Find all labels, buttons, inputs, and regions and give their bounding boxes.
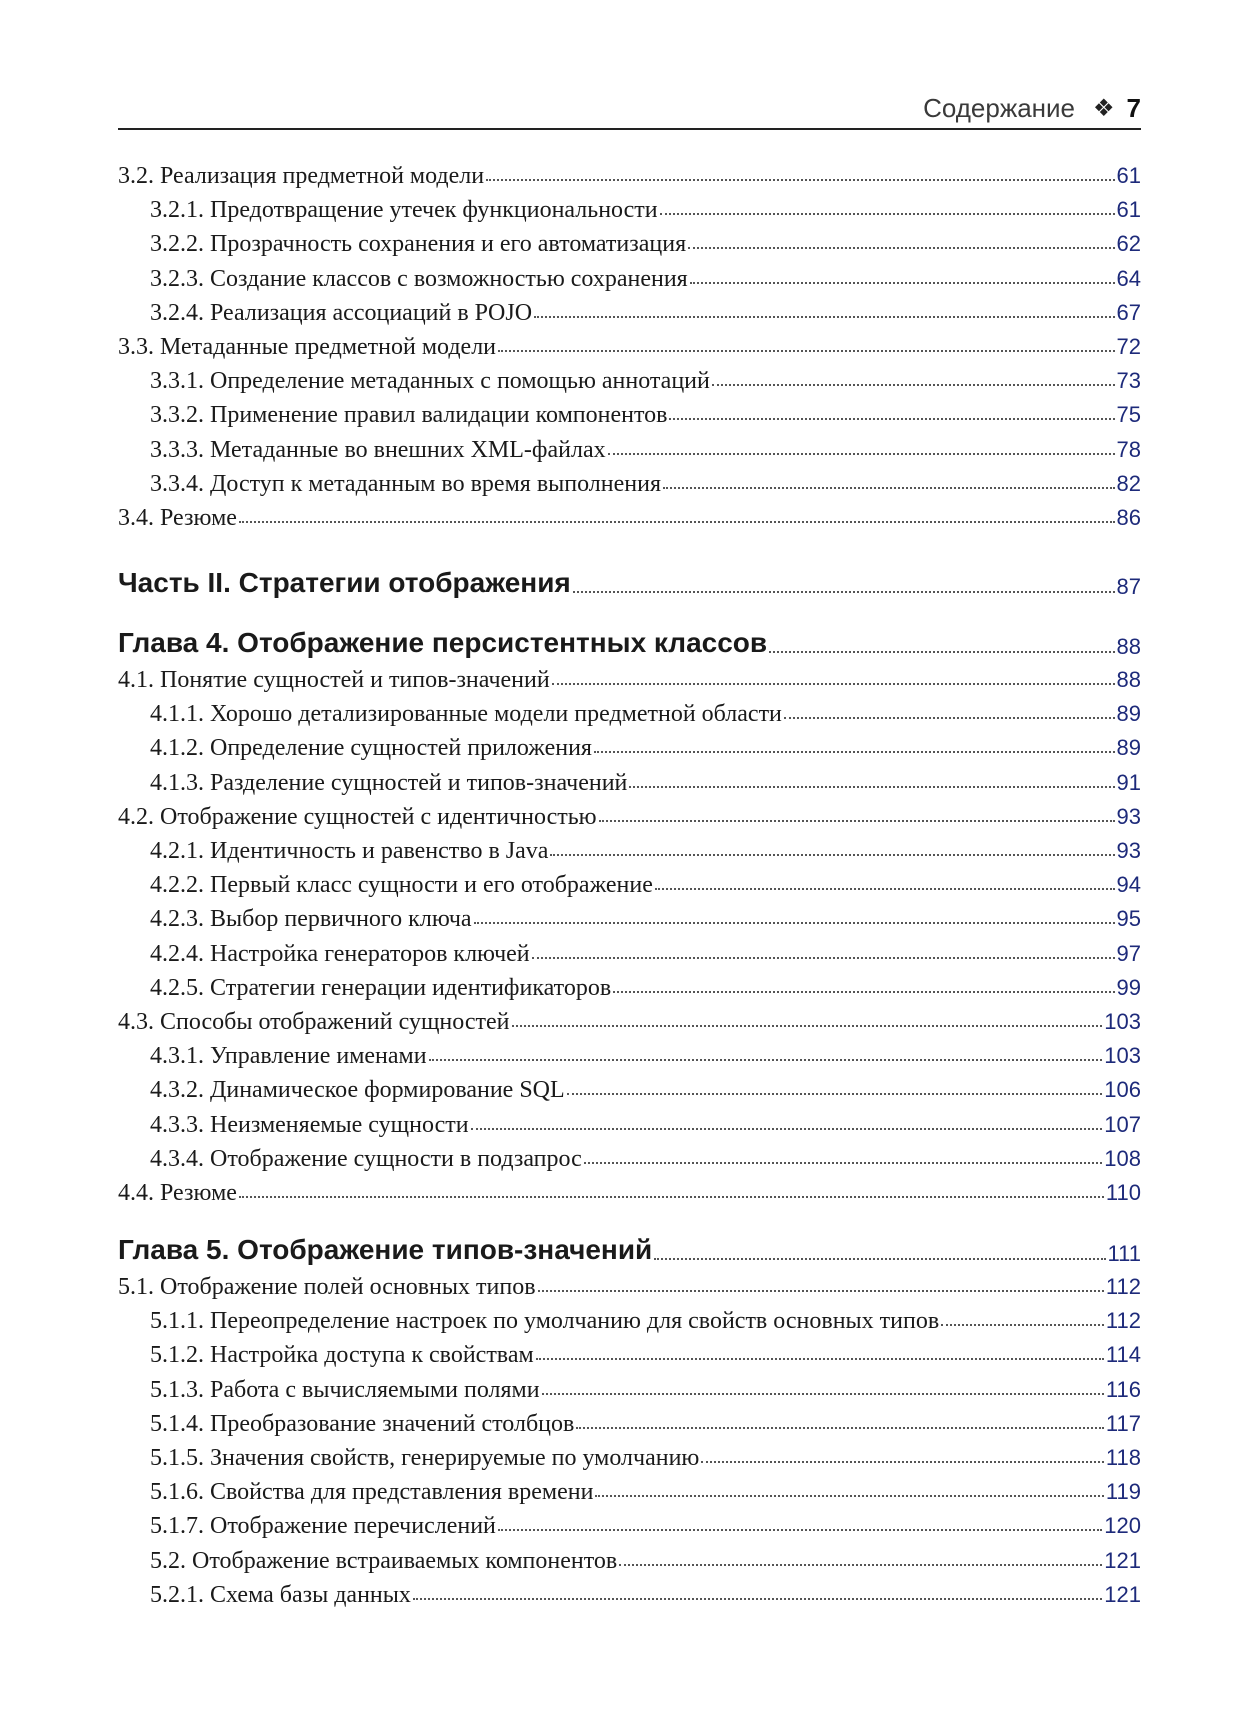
dot-leader (474, 921, 1115, 924)
toc-entry[interactable] (118, 735, 1141, 769)
toc-entry-page: 61 (1116, 163, 1141, 188)
toc-entry[interactable] (118, 266, 1141, 300)
toc-entry-page: 94 (1116, 872, 1141, 898)
toc-entry[interactable] (118, 941, 1141, 975)
toc-entry-title: 3.2.2. Прозрачность сохранения и его автоматизация (150, 231, 687, 258)
dot-leader (655, 887, 1115, 890)
toc-entry-title: 4.1.1. Хорошо детализированные модели предметной области (150, 701, 782, 728)
toc-entry[interactable] (118, 1342, 1141, 1376)
toc-entry[interactable] (118, 1479, 1141, 1513)
dot-leader (654, 1257, 1105, 1260)
toc-entry[interactable] (118, 1582, 1141, 1616)
dot-leader (550, 853, 1114, 856)
dot-leader (660, 212, 1115, 215)
toc-entry[interactable] (118, 667, 1141, 701)
toc-entry[interactable] (118, 163, 1141, 197)
toc-entry-page: 86 (1116, 504, 1141, 530)
toc-entry-title: 5.1.5. Значения свойств, генерируемые по умолчанию (150, 1445, 700, 1471)
toc-entry-page: 64 (1116, 265, 1141, 291)
toc-entry-title: 4.1.2. Определение сущностей приложения (150, 735, 592, 762)
toc-entry[interactable] (118, 872, 1141, 906)
toc-entry-title: 5.2.1. Схема базы данных (150, 1581, 411, 1608)
running-header (118, 92, 1141, 130)
toc-entry-title: 4.2.4. Настройка генераторов ключей (150, 940, 530, 967)
running-header-title: Содержание (923, 93, 1076, 123)
toc-entry-title: 5.1.4. Преобразование значений столбцов (150, 1410, 575, 1437)
toc-entry[interactable] (118, 906, 1141, 940)
section-gap (118, 539, 1141, 559)
toc-entry-page: 95 (1116, 906, 1141, 932)
toc-heading[interactable] (118, 1226, 1141, 1274)
toc-entry[interactable] (118, 1308, 1141, 1342)
dot-leader (941, 1323, 1104, 1326)
toc-entry[interactable] (118, 1146, 1141, 1180)
toc-entry-page: 103 (1104, 1008, 1141, 1034)
toc-entry-title: 3.3.4. Доступ к метаданным во время выполнения (150, 470, 661, 497)
toc-entry-page: 107 (1104, 1111, 1141, 1137)
toc-entry-page: 121 (1104, 1581, 1141, 1607)
toc-entry[interactable] (118, 402, 1141, 436)
toc-heading[interactable] (118, 559, 1141, 607)
diamond-ornament-icon: ❖ (1093, 95, 1115, 122)
toc-entry-title: 5.1.3. Работа с вычисляемыми полями (150, 1376, 540, 1403)
section-gap (118, 607, 1141, 619)
toc-entry[interactable] (118, 300, 1141, 334)
dot-leader (688, 246, 1114, 249)
toc-heading[interactable] (118, 619, 1141, 667)
toc-entry-title: 5.1.6. Свойства для представления времени (150, 1479, 594, 1506)
toc-entry-page: 103 (1104, 1043, 1141, 1069)
toc-entry-page: 61 (1116, 197, 1141, 223)
toc-entry-page: 117 (1105, 1410, 1141, 1436)
toc-entry-page: 73 (1116, 368, 1141, 394)
toc-entry-title: 3.2. Реализация предметной модели (118, 163, 485, 189)
toc-entry[interactable] (118, 1445, 1141, 1479)
toc-entry-page: 110 (1105, 1179, 1141, 1205)
toc-entry-page: 118 (1105, 1445, 1141, 1470)
toc-entry[interactable] (118, 1043, 1141, 1077)
section-gap (118, 1214, 1141, 1226)
dot-leader (471, 1127, 1103, 1130)
toc-entry-page: 97 (1116, 940, 1141, 966)
dot-leader (701, 1460, 1104, 1463)
toc-entry[interactable] (118, 334, 1141, 368)
toc-entry-page: 88 (1116, 667, 1141, 693)
toc-entry-title: 3.3.1. Определение метаданных с помощью аннотаций (150, 368, 710, 395)
toc-entry[interactable] (118, 701, 1141, 735)
dot-leader (619, 1563, 1102, 1566)
toc-entry[interactable] (118, 437, 1141, 471)
toc-entry[interactable] (118, 838, 1141, 872)
toc-entry[interactable] (118, 1112, 1141, 1146)
toc-entry-title: Глава 5. Отображение типов-значений (118, 1234, 653, 1266)
toc-entry[interactable] (118, 231, 1141, 265)
toc-entry[interactable] (118, 471, 1141, 505)
dot-leader (567, 1092, 1103, 1095)
toc-entry[interactable] (118, 975, 1141, 1009)
toc-entry-title: 4.2.2. Первый класс сущности и его отображение (150, 872, 653, 899)
toc-entry-page: 62 (1116, 231, 1141, 257)
toc-entry-title: 4.3.4. Отображение сущности в подзапрос (150, 1145, 582, 1172)
toc-entry-page: 114 (1105, 1342, 1141, 1368)
dot-leader (669, 417, 1114, 420)
dot-leader (536, 1357, 1104, 1360)
dot-leader (512, 1024, 1103, 1027)
toc-entry-page: 93 (1116, 803, 1141, 829)
toc-entry-page: 116 (1105, 1376, 1141, 1402)
dot-leader (712, 383, 1115, 386)
dot-leader (532, 956, 1115, 959)
toc-entry-title: 3.2.4. Реализация ассоциаций в POJO (150, 299, 533, 326)
table-of-contents (118, 163, 1141, 1616)
dot-leader (629, 785, 1114, 788)
toc-entry[interactable] (118, 368, 1141, 402)
toc-entry-title: 5.1.2. Настройка доступа к свойствам (150, 1342, 534, 1369)
toc-entry-title: 3.2.3. Создание классов с возможностью сохранения (150, 265, 688, 292)
dot-leader (498, 349, 1114, 352)
toc-entry-page: 106 (1104, 1077, 1141, 1103)
toc-entry[interactable] (118, 1077, 1141, 1111)
dot-leader (599, 819, 1115, 822)
toc-entry-title: 4.3. Способы отображений сущностей (118, 1008, 510, 1035)
dot-leader (239, 520, 1115, 523)
toc-entry-title: 3.3.3. Метаданные во внешних XML-файлах (150, 436, 606, 463)
toc-entry-title: 4.2.3. Выбор первичного ключа (150, 906, 472, 933)
toc-entry-title: 4.1.3. Разделение сущностей и типов-значений (150, 769, 628, 796)
toc-entry-title: 5.1. Отображение полей основных типов (118, 1274, 536, 1301)
toc-entry[interactable] (118, 1411, 1141, 1445)
toc-entry-page: 78 (1116, 436, 1141, 462)
toc-entry[interactable] (118, 1180, 1141, 1214)
page-number: 7 (1126, 93, 1141, 123)
toc-entry-title: Глава 4. Отображение персистентных классов (118, 627, 768, 659)
toc-entry[interactable] (118, 1009, 1141, 1043)
toc-entry-title: 4.2.5. Стратегии генерации идентификаторов (150, 974, 612, 1001)
toc-entry[interactable] (118, 1377, 1141, 1411)
toc-entry-title: 3.4. Резюме (118, 504, 237, 531)
dot-leader (573, 590, 1115, 593)
toc-entry[interactable] (118, 197, 1141, 231)
dot-leader (542, 1392, 1104, 1395)
dot-leader (594, 750, 1115, 753)
dot-leader (784, 716, 1115, 719)
toc-entry-page: 88 (1116, 634, 1141, 660)
toc-entry-page: 75 (1116, 402, 1141, 428)
toc-entry-page: 108 (1104, 1145, 1141, 1171)
toc-entry[interactable] (118, 1513, 1141, 1547)
toc-entry-title: 4.3.3. Неизменяемые сущности (150, 1111, 469, 1138)
toc-entry-page: 87 (1116, 574, 1141, 600)
dot-leader (498, 1528, 1102, 1531)
dot-leader (690, 281, 1115, 284)
toc-entry-page: 72 (1116, 333, 1141, 359)
dot-leader (413, 1597, 1102, 1600)
dot-leader (595, 1494, 1104, 1497)
toc-entry-title: 4.1. Понятие сущностей и типов-значений (118, 667, 550, 694)
dot-leader (584, 1161, 1103, 1164)
toc-entry[interactable] (118, 505, 1141, 539)
dot-leader (429, 1058, 1103, 1061)
toc-entry-title: 5.2. Отображение встраиваемых компонентов (150, 1547, 618, 1574)
toc-entry-title: 3.3.2. Применение правил валидации компонентов (150, 402, 668, 429)
toc-entry-title: 5.1.1. Переопределение настроек по умолчанию для свойств основных типов (150, 1308, 940, 1335)
dot-leader (576, 1426, 1104, 1429)
toc-entry-title: 4.2.1. Идентичность и равенство в Java (150, 838, 549, 864)
toc-entry[interactable] (118, 1274, 1141, 1308)
dot-leader (769, 650, 1114, 653)
toc-entry-page: 89 (1116, 701, 1141, 727)
toc-entry-page: 112 (1105, 1308, 1141, 1334)
dot-leader (534, 315, 1114, 318)
dot-leader (613, 990, 1114, 993)
toc-entry-title: 4.3.1. Управление именами (150, 1043, 427, 1070)
toc-entry-page: 67 (1116, 299, 1141, 325)
toc-entry-page: 82 (1116, 470, 1141, 496)
toc-entry-page: 111 (1107, 1241, 1141, 1267)
dot-leader (663, 486, 1115, 489)
dot-leader (538, 1289, 1104, 1292)
toc-entry-page: 89 (1116, 735, 1141, 761)
toc-entry-title: 3.2.1. Предотвращение утечек функциональности (150, 197, 658, 224)
toc-entry-title: Часть II. Стратегии отображения (118, 567, 571, 599)
dot-leader (552, 682, 1115, 685)
toc-entry-page: 112 (1105, 1274, 1141, 1300)
toc-entry-title: 4.3.2. Динамическое формирование SQL (150, 1077, 565, 1104)
toc-entry-page: 120 (1104, 1513, 1141, 1539)
dot-leader (239, 1195, 1104, 1198)
toc-entry[interactable] (118, 804, 1141, 838)
toc-entry-title: 4.2. Отображение сущностей с идентичностью (118, 803, 597, 830)
toc-entry[interactable] (118, 1548, 1141, 1582)
toc-entry-title: 4.4. Резюме (118, 1179, 237, 1206)
toc-entry-page: 91 (1116, 769, 1141, 795)
toc-entry-page: 119 (1105, 1479, 1141, 1505)
toc-entry-page: 121 (1104, 1547, 1141, 1573)
toc-entry-title: 5.1.7. Отображение перечислений (150, 1513, 496, 1540)
toc-entry-page: 99 (1116, 974, 1141, 1000)
toc-entry[interactable] (118, 770, 1141, 804)
toc-entry-title: 3.3. Метаданные предметной модели (118, 333, 497, 360)
dot-leader (486, 178, 1114, 181)
toc-entry-page: 93 (1116, 838, 1141, 863)
dot-leader (608, 452, 1115, 455)
